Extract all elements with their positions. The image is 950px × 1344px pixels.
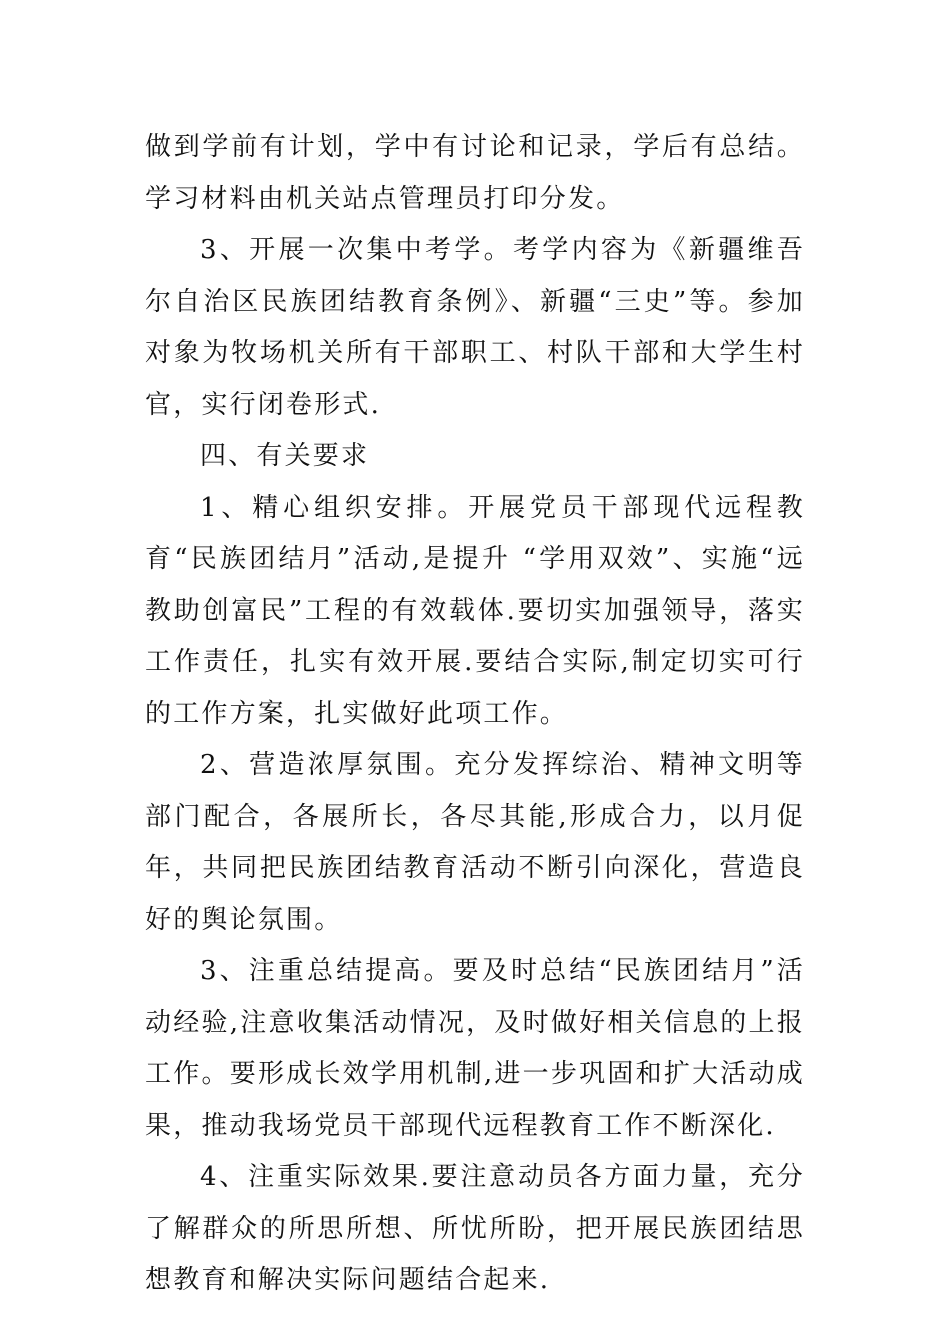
paragraph-item-1-organize: 1、精心组织安排。开展党员干部现代远程教育“民族团结月”活动,是提升 “学用双效”、实施“远教助创富民”工程的有效载体.要切实加强领导，落实工作责任，扎实有效开展.要结合实际,制定切实可行的工作方案，扎实做好此项工作。 [145, 492, 805, 729]
paragraph-item-3-exam: 3、开展一次集中考学。考学内容为《新疆维吾尔自治区民族团结教育条例》、新疆“三史”等。参加对象为牧场机关所有干部职工、村队干部和大学生村官，实行闭卷形式. [145, 235, 805, 420]
paragraph-continuation: 做到学前有计划，学中有讨论和记录，学后有总结。学习材料由机关站点管理员打印分发。 [145, 132, 805, 214]
document-body [145, 122, 805, 1307]
paragraph-item-2-atmosphere: 2、营造浓厚氛围。充分发挥综治、精神文明等部门配合，各展所长，各尽其能,形成合力，以月促年，共同把民族团结教育活动不断引向深化，营造良好的舆论氛围。 [145, 750, 805, 935]
paragraph-item-3-summary: 3、注重总结提高。要及时总结“民族团结月”活动经验,注意收集活动情况，及时做好相关信息的上报工作。要形成长效学用机制,进一步巩固和扩大活动成果，推动我场党员干部现代远程教育工作不断深化. [145, 956, 805, 1141]
paragraph-item-4-effect: 4、注重实际效果.要注意动员各方面力量，充分了解群众的所思所想、所忧所盼，把开展民族团结思想教育和解决实际问题结合起来. [145, 1162, 805, 1295]
section-heading-requirements: 四、有关要求 [200, 441, 370, 471]
